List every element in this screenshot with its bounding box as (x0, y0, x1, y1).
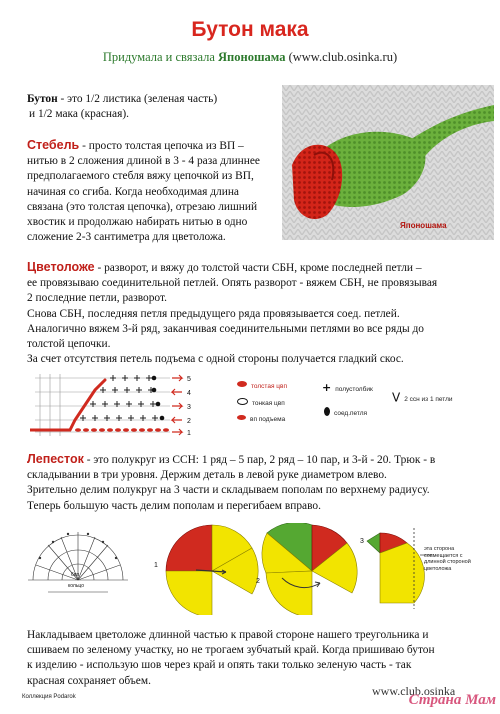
petal-line: складывании в три уровня. Держим деталь в левой руке диаметром влево. (27, 469, 387, 482)
legend-label: тонкая цвп (252, 400, 285, 407)
legend-label: вп подъема (250, 416, 286, 423)
stem-line: нитью в 2 сложения длиной в 3 - 4 раза длиннее (27, 155, 260, 168)
fold-step-number: 1 (154, 562, 158, 569)
final-section (27, 628, 497, 689)
receptacle-line: - разворот, и вяжу до толстой части СБН, кроме последней петли – (94, 262, 422, 274)
two-dc-icon: V (392, 390, 401, 405)
subtitle-url: (www.club.osinka.ru) (288, 50, 398, 64)
intro-line-2: и 1/2 мака (красная). (29, 108, 129, 121)
receptacle-line: Аналогично вяжем 3-й ряд, заканчивая соединительными петлями во все ряды до (27, 322, 424, 335)
petal-center-label: 6вп (71, 572, 80, 578)
footer-collection: Коллекция Podarok (22, 694, 76, 700)
bud-photo (282, 85, 494, 240)
petal-line: Зрительно делим полукруг на 3 части и складываем пополам по верхнему радиусу. (27, 484, 430, 497)
legend-label: полустолбик (335, 386, 373, 393)
thin-chain-icon (237, 398, 248, 405)
watermark-logo: Страна Мам (408, 692, 496, 708)
fold-step-number: 3 (360, 538, 364, 545)
receptacle-line: ее провязываю соединительной петлей. Опять разворот - вяжем СБН, не провязывая (27, 277, 438, 290)
final-line: Накладываем цветоложе длинной частью к правой стороне нашего треугольника и (27, 629, 429, 641)
stem-line: хвостик и продолжаю набирать нитью в одно (27, 216, 248, 229)
lift-stitch-icon (237, 415, 246, 420)
petal-line: Теперь большую часть делим пополам и перегибаем вправо. (27, 499, 321, 512)
page-title: Бутон мака (191, 18, 309, 41)
receptacle-section (27, 260, 497, 367)
receptacle-line: Снова СБН, последняя петля предыдущего ряда провязывается соед. петлей. (27, 307, 400, 320)
photo-signature: Японошама (400, 221, 447, 230)
slip-stitch-icon (324, 407, 330, 416)
legend-half-stitch (322, 378, 373, 396)
footer-url[interactable]: www.club.osinka (372, 684, 456, 698)
receptacle-line: За счет отсутствия петель подъема с одной стороны получается гладкий скос. (27, 353, 404, 366)
stem-line: сложение 2-3 сантиметра для цветоложа. (27, 231, 226, 244)
subtitle-prefix: Придумала и связала (102, 50, 215, 64)
final-line: к изделию - использую шов через край и опять таки только зеленую часть - так (27, 659, 412, 672)
intro-line-1: - это 1/2 листика (зеленая часть) (57, 93, 218, 105)
receptacle-line: толстой цепочки. (27, 338, 111, 351)
stem-line: связана (это толстая цепочка), отрезаю лишний (27, 200, 258, 213)
receptacle-line: 2 последние петли, разворот. (27, 292, 167, 305)
fold-note-line: эта сторона (424, 546, 455, 552)
intro-bold: Бутон (27, 93, 58, 105)
plus-icon: + (322, 380, 332, 394)
diagram-row-label: 1 (187, 430, 191, 437)
legend-thick-chain (237, 375, 287, 393)
diagram-row-label: 5 (187, 376, 191, 383)
petal-section (27, 452, 497, 514)
final-line: сшиваем по зеленому участку, но не трогаем зубчатый край. Когда пришиваю бутон (27, 644, 435, 657)
intro-text (27, 92, 282, 122)
fold-step-1 (154, 523, 258, 615)
petal-line: - это полукруг из ССН: 1 ряд – 5 пар, 2 ряд – 10 пар, и 3-й - 20. Трюк - в (83, 454, 436, 466)
fold-step-number: 2 (256, 578, 260, 585)
bud-photo-image (282, 85, 494, 240)
stem-section (27, 138, 287, 245)
fold-step-2 (256, 523, 357, 615)
petal-stitch-diagram (28, 520, 128, 600)
legend-label: толстая цвп (251, 383, 287, 390)
receptacle-stitch-diagram (30, 370, 200, 438)
page-subtitle (0, 50, 500, 65)
fold-note (424, 546, 496, 572)
petal-heading: Лепесток (27, 452, 84, 466)
diagram-row-label: 4 (187, 390, 191, 397)
stem-line: - просто толстая цепочка из ВП – (79, 140, 244, 152)
diagram-row-label: 3 (187, 404, 191, 411)
fold-note-line: длинной стороной (424, 559, 471, 565)
petal-center-label: кольцо (68, 583, 85, 589)
stem-heading: Стебель (27, 138, 80, 152)
fold-step-3 (360, 528, 432, 609)
legend-slip-stitch (324, 402, 367, 420)
thick-chain-icon (237, 381, 247, 387)
fold-note-line: совмещается с (424, 552, 463, 559)
fold-note-line: цветоложа (424, 565, 452, 572)
receptacle-heading: Цветоложе (27, 260, 95, 274)
legend-label: 2 ссн из 1 петли (404, 396, 453, 403)
diagram-row-label: 2 (187, 418, 191, 425)
final-line: красная сохраняет объем. (27, 674, 151, 687)
stem-line: предполагаемого стебля вяжу цепочкой из ВП, (27, 170, 254, 183)
subtitle-author: Японошама (218, 50, 286, 64)
legend-lift-stitch (237, 408, 285, 426)
stem-line: начиная со сгиба. Когда необходимая длина (27, 185, 239, 198)
legend-label: соед.петля (334, 410, 368, 417)
legend-two-dc (392, 388, 453, 406)
